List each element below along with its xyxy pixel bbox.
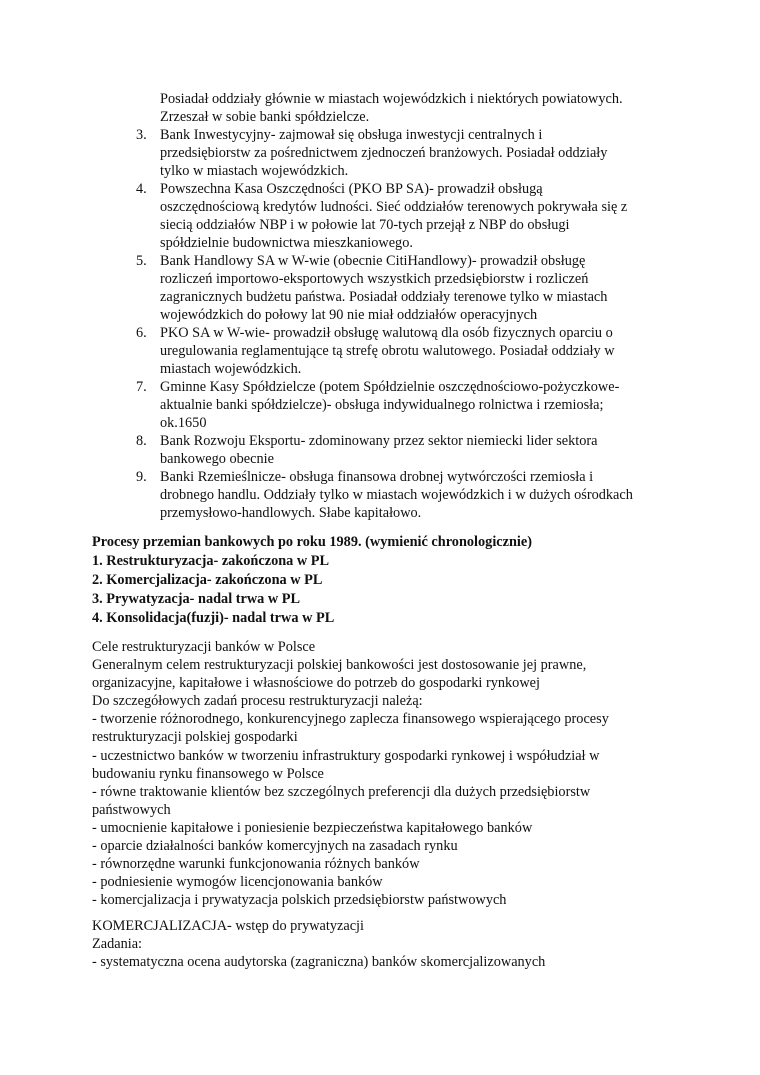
list-text-line: Bank Handlowy SA w W-wie (obecnie CitiHandlowy)- prowadził obsługę (160, 253, 586, 269)
procesy-heading: Procesy przemian bankowych po roku 1989. (wymienić chronologicznie) (92, 534, 533, 550)
list-item-6 (136, 324, 700, 378)
list-text-line: aktualnie banki spółdzielcze)- obsługa indywidualnego rolnictwa i rzemiosła; (160, 397, 604, 413)
cele-text-line: Generalnym celem restrukturyzacji polskiej bankowości jest dostosowanie jej prawne, (92, 657, 587, 674)
list-text-line: Zrzeszał w sobie banki spółdzielcze. (160, 109, 370, 125)
cele-text-line: - równorzędne warunki funkcjonowania różnych banków (92, 856, 420, 873)
list-text-line: uregulowania reglamentujące tą strefę obrotu walutowego. Posiadał oddziały w (160, 343, 615, 359)
list-number: 8. (136, 433, 147, 449)
list-text-line: Gminne Kasy Spółdzielcze (potem Spółdzielnie oszczędnościowo-pożyczkowe- (160, 379, 620, 395)
cele-text-line: - równe traktowanie klientów bez szczególnych preferencji dla dużych przedsiębiorstw (92, 783, 591, 800)
komercjalizacja-text-line: Zadania: (92, 936, 143, 952)
list-number: 6. (136, 325, 147, 341)
cele-text-line: - umocnienie kapitałowe i poniesienie bezpieczeństwa kapitałowego banków (92, 819, 533, 836)
list-text-line: spółdzielnie budownictwa mieszkaniowego. (160, 235, 413, 251)
list-text-line: tylko w miastach wojewódzkich. (160, 163, 349, 179)
list-text-line: PKO SA w W-wie- prowadził obsługę walutową dla osób fizycznych oparciu o (160, 325, 613, 341)
cele-text-line: restrukturyzacji polskiej gospodarki (92, 729, 298, 746)
procesy-item: 2. Komercjalizacja- zakończona w PL (92, 572, 323, 588)
list-item-5 (136, 252, 700, 324)
list-text-line: Posiadał oddziały głównie w miastach wojewódzkich i niektórych powiatowych. (160, 91, 623, 107)
list-number: 7. (136, 379, 147, 395)
procesy-item: 3. Prywatyzacja- nadal trwa w PL (92, 591, 301, 607)
list-item-7 (136, 378, 700, 432)
cele-text-line: państwowych (92, 801, 171, 818)
cele-section (92, 638, 712, 909)
list-item-4 (136, 180, 700, 252)
list-text-line: Bank Inwestycyjny- zajmował się obsługa inwestycji centralnych i (160, 127, 543, 143)
cele-text-line: budowaniu rynku finansowego w Polsce (92, 765, 324, 782)
list-text-line: ok.1650 (160, 415, 207, 431)
cele-text-line: - podniesienie wymogów licencjonowania banków (92, 874, 383, 891)
list-text-line: Powszechna Kasa Oszczędności (PKO BP SA)- prowadził obsługą (160, 181, 543, 197)
komercjalizacja-text-line: - systematyczna ocena audytorska (zagraniczna) banków skomercjalizowanych (92, 954, 546, 970)
list-text-line: Bank Rozwoju Eksportu- zdominowany przez sektor niemiecki lider sektora (160, 433, 598, 449)
komercjalizacja-section (92, 917, 712, 971)
cele-text-line: - uczestnictwo banków w tworzeniu infrastruktury gospodarki rynkowej i współudział w (92, 747, 600, 764)
procesy-item: 1. Restrukturyzacja- zakończona w PL (92, 553, 330, 569)
list-text-line: przemysłowo-handlowych. Słabe kapitałowo. (160, 505, 422, 521)
procesy-section (92, 533, 712, 628)
list-number: 4. (136, 181, 147, 197)
bank-list (136, 90, 700, 522)
cele-text-line: organizacyjne, kapitałowe i własnościowe do potrzeb do gospodarki rynkowej (92, 675, 540, 692)
list-text-line: rozliczeń importowo-eksportowych wszystkich przedsiębiorstw i rozliczeń (160, 271, 589, 287)
list-item-continued (160, 90, 700, 126)
cele-heading: Cele restrukturyzacji banków w Polsce (92, 639, 316, 655)
list-text-line: wojewódzkich do połowy lat 90 nie miał oddziałów operacyjnych (160, 307, 538, 323)
list-text-line: Banki Rzemieślnicze- obsługa finansowa drobnej wytwórczości rzemiosła i (160, 469, 594, 485)
cele-text-line: - tworzenie różnorodnego, konkurencyjnego zaplecza finansowego wspierającego procesy (92, 711, 609, 728)
list-number: 5. (136, 253, 147, 269)
list-text-line: przedsiębiorstw za pośrednictwem zjednoczeń branżowych. Posiadał oddziały (160, 145, 608, 161)
list-item-8 (136, 432, 700, 468)
list-text-line: miastach wojewódzkich. (160, 361, 302, 377)
list-text-line: oszczędnościową kredytów ludności. Sieć oddziałów terenowych pokrywała się z (160, 199, 628, 215)
list-number: 3. (136, 127, 147, 143)
cele-text-line: Do szczegółowych zadań procesu restrukturyzacji należą: (92, 693, 423, 710)
cele-text-line: - komercjalizacja i prywatyzacja polskich przedsiębiorstw państwowych (92, 892, 507, 909)
list-text-line: siecią oddziałów NBP i w połowie lat 70-tych przejął z NBP do obsługi (160, 217, 570, 233)
list-item-3 (136, 126, 700, 180)
list-text-line: bankowego obecnie (160, 451, 274, 467)
cele-text-line: - oparcie działalności banków komercyjnych na zasadach rynku (92, 838, 458, 855)
list-item-9 (136, 468, 700, 522)
list-number: 9. (136, 469, 147, 485)
list-text-line: drobnego handlu. Oddziały tylko w miastach wojewódzkich i w dużych ośrodkach (160, 487, 633, 503)
procesy-item: 4. Konsolidacja(fuzji)- nadal trwa w PL (92, 610, 335, 626)
komercjalizacja-heading: KOMERCJALIZACJA- wstęp do prywatyzacji (92, 918, 364, 934)
list-text-line: zagranicznych budżetu państwa. Posiadał oddziały terenowe tylko w miastach (160, 289, 608, 305)
